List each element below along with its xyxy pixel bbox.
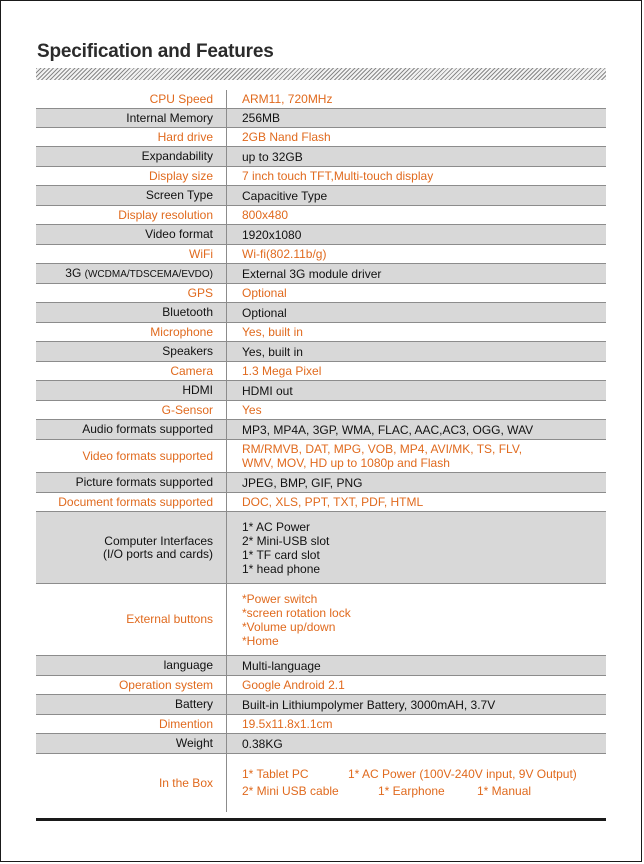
spec-label: Screen Type — [145, 188, 213, 202]
spec-value-line: *Volume up/down — [242, 619, 336, 634]
spec-row-video-formats — [36, 440, 606, 473]
spec-label-line: (I/O ports and cards) — [102, 546, 213, 561]
spec-value: MP3, MP4A, 3GP, WMA, FLAC, AAC,AC3, OGG, WAV — [226, 420, 606, 439]
spec-label: Display size — [148, 168, 213, 183]
spec-row-g-sensor — [36, 401, 606, 420]
spec-row-language — [36, 656, 606, 676]
in-the-box-line — [242, 766, 606, 783]
spec-value-line: *screen rotation lock — [242, 605, 351, 620]
spec-label: Expandability — [141, 149, 213, 163]
in-the-box-item: 1* AC Power (100V-240V input, 9V Output) — [348, 767, 577, 781]
spec-value: Yes, built in — [226, 323, 606, 341]
spec-row-bluetooth — [36, 303, 606, 323]
spec-label: Operation system — [118, 677, 213, 692]
spec-value-line: WMV, MOV, HD up to 1080p and Flash — [242, 456, 450, 470]
spec-row-hdmi — [36, 381, 606, 401]
spec-row-weight — [36, 734, 606, 754]
spec-label: Battery — [174, 697, 213, 711]
spec-row-speakers — [36, 342, 606, 362]
spec-value: Optional — [226, 303, 606, 322]
in-the-box-item: 1* Earphone — [378, 784, 445, 798]
in-the-box-item: 1* Manual — [477, 784, 532, 798]
spec-value: up to 32GB — [226, 147, 606, 166]
spec-value-line: *Power switch — [242, 591, 318, 606]
spec-label: Dimention — [158, 716, 213, 731]
spec-value — [226, 440, 606, 472]
spec-row-video-format — [36, 225, 606, 245]
spec-row-operation-system — [36, 676, 606, 695]
spec-value: Multi-language — [226, 656, 606, 675]
spec-value-line: 2* Mini-USB slot — [242, 533, 330, 548]
spec-label: Video format — [145, 227, 213, 241]
spec-value: Yes — [226, 401, 606, 419]
spec-row-computer-interfaces — [36, 512, 606, 584]
spec-label-note: (WCDMA/TDSCEMA/EVDO) — [84, 268, 213, 280]
spec-row-expandability — [36, 147, 606, 167]
spec-value: DOC, XLS, PPT, TXT, PDF, HTML — [226, 493, 606, 511]
spec-value: Yes, built in — [226, 342, 606, 361]
spec-label: HDMI — [182, 383, 213, 397]
spec-value: 800x480 — [226, 206, 606, 224]
spec-value — [226, 584, 606, 655]
spec-row-audio-formats — [36, 420, 606, 440]
spec-value: HDMI out — [226, 381, 606, 400]
spec-label: Microphone — [150, 324, 213, 339]
spec-value-line: RM/RMVB, DAT, MPG, VOB, MP4, AVI/MK, TS, FLV, — [242, 442, 523, 456]
spec-value: Wi-fi(802.11b/g) — [226, 245, 606, 263]
spec-value-line: *Home — [242, 633, 279, 648]
spec-row-microphone — [36, 323, 606, 342]
spec-value: JPEG, BMP, GIF, PNG — [226, 473, 606, 492]
spec-value: Built-in Lithiumpolymer Battery, 3000mAH, 3.7V — [226, 695, 606, 714]
spec-row-picture-formats — [36, 473, 606, 493]
spec-label: Internal Memory — [126, 110, 213, 125]
spec-value: Google Android 2.1 — [226, 676, 606, 694]
spec-label: WiFi — [189, 246, 213, 261]
spec-label: Display resolution — [118, 207, 213, 222]
spec-value: 1.3 Mega Pixel — [226, 362, 606, 380]
spec-row-camera — [36, 362, 606, 381]
spec-label: Speakers — [162, 344, 213, 358]
spec-value: ARM11, 720MHz — [226, 90, 606, 108]
in-the-box-item: 2* Mini USB cable — [242, 784, 339, 798]
spec-value: 19.5x11.8x1.1cm — [226, 715, 606, 733]
spec-value-line: 1* TF card slot — [242, 547, 320, 562]
spec-value: 0.38KG — [226, 734, 606, 753]
spec-value — [226, 512, 606, 583]
spec-label: Video formats supported — [82, 448, 213, 463]
spec-row-display-resolution — [36, 206, 606, 225]
spec-value: Capacitive Type — [226, 186, 606, 205]
spec-value: 1920x1080 — [226, 225, 606, 244]
spec-value: 256MB — [226, 109, 606, 127]
spec-label: Picture formats supported — [75, 475, 213, 489]
spec-value: 7 inch touch TFT,Multi-touch display — [226, 167, 606, 185]
spec-row-battery — [36, 695, 606, 715]
in-the-box-item: 1* Tablet PC — [242, 767, 309, 781]
spec-row-in-the-box — [36, 754, 606, 812]
spec-row-dimention — [36, 715, 606, 734]
spec-row-internal-memory — [36, 109, 606, 128]
hatch-divider — [36, 68, 606, 80]
spec-value: 2GB Nand Flash — [226, 128, 606, 146]
spec-row-3g — [36, 264, 606, 284]
spec-label: Bluetooth — [162, 305, 213, 319]
spec-label: Document formats supported — [58, 494, 213, 509]
spec-label-main: 3G — [65, 265, 82, 280]
bottom-rule — [36, 818, 606, 821]
spec-label — [36, 267, 226, 281]
in-the-box-line — [242, 783, 606, 800]
spec-value — [226, 754, 606, 812]
spec-label: CPU Speed — [149, 91, 213, 106]
page-title: Specification and Features — [37, 41, 274, 62]
spec-row-gps — [36, 284, 606, 303]
spec-label: Hard drive — [157, 129, 213, 144]
spec-value-line: 1* head phone — [242, 561, 321, 576]
spec-table — [36, 90, 606, 812]
spec-value: External 3G module driver — [226, 264, 606, 283]
spec-row-external-buttons — [36, 584, 606, 656]
spec-label: Camera — [170, 363, 213, 378]
spec-label: Audio formats supported — [82, 422, 213, 436]
spec-value-line: 1* AC Power — [242, 519, 311, 534]
spec-label — [36, 535, 226, 561]
spec-row-screen-type — [36, 186, 606, 206]
spec-label: language — [163, 658, 213, 672]
spec-label: In the Box — [158, 775, 213, 790]
spec-value: Optional — [226, 284, 606, 302]
spec-label: Weight — [175, 736, 213, 750]
spec-row-document-formats — [36, 493, 606, 512]
spec-row-hard-drive — [36, 128, 606, 147]
spec-label: G-Sensor — [161, 402, 213, 417]
spec-row-cpu-speed — [36, 90, 606, 109]
spec-label: GPS — [187, 285, 213, 300]
spec-row-wifi — [36, 245, 606, 264]
spec-label-line: Computer Interfaces — [104, 533, 213, 548]
spec-label: External buttons — [126, 612, 213, 626]
spec-row-display-size — [36, 167, 606, 186]
